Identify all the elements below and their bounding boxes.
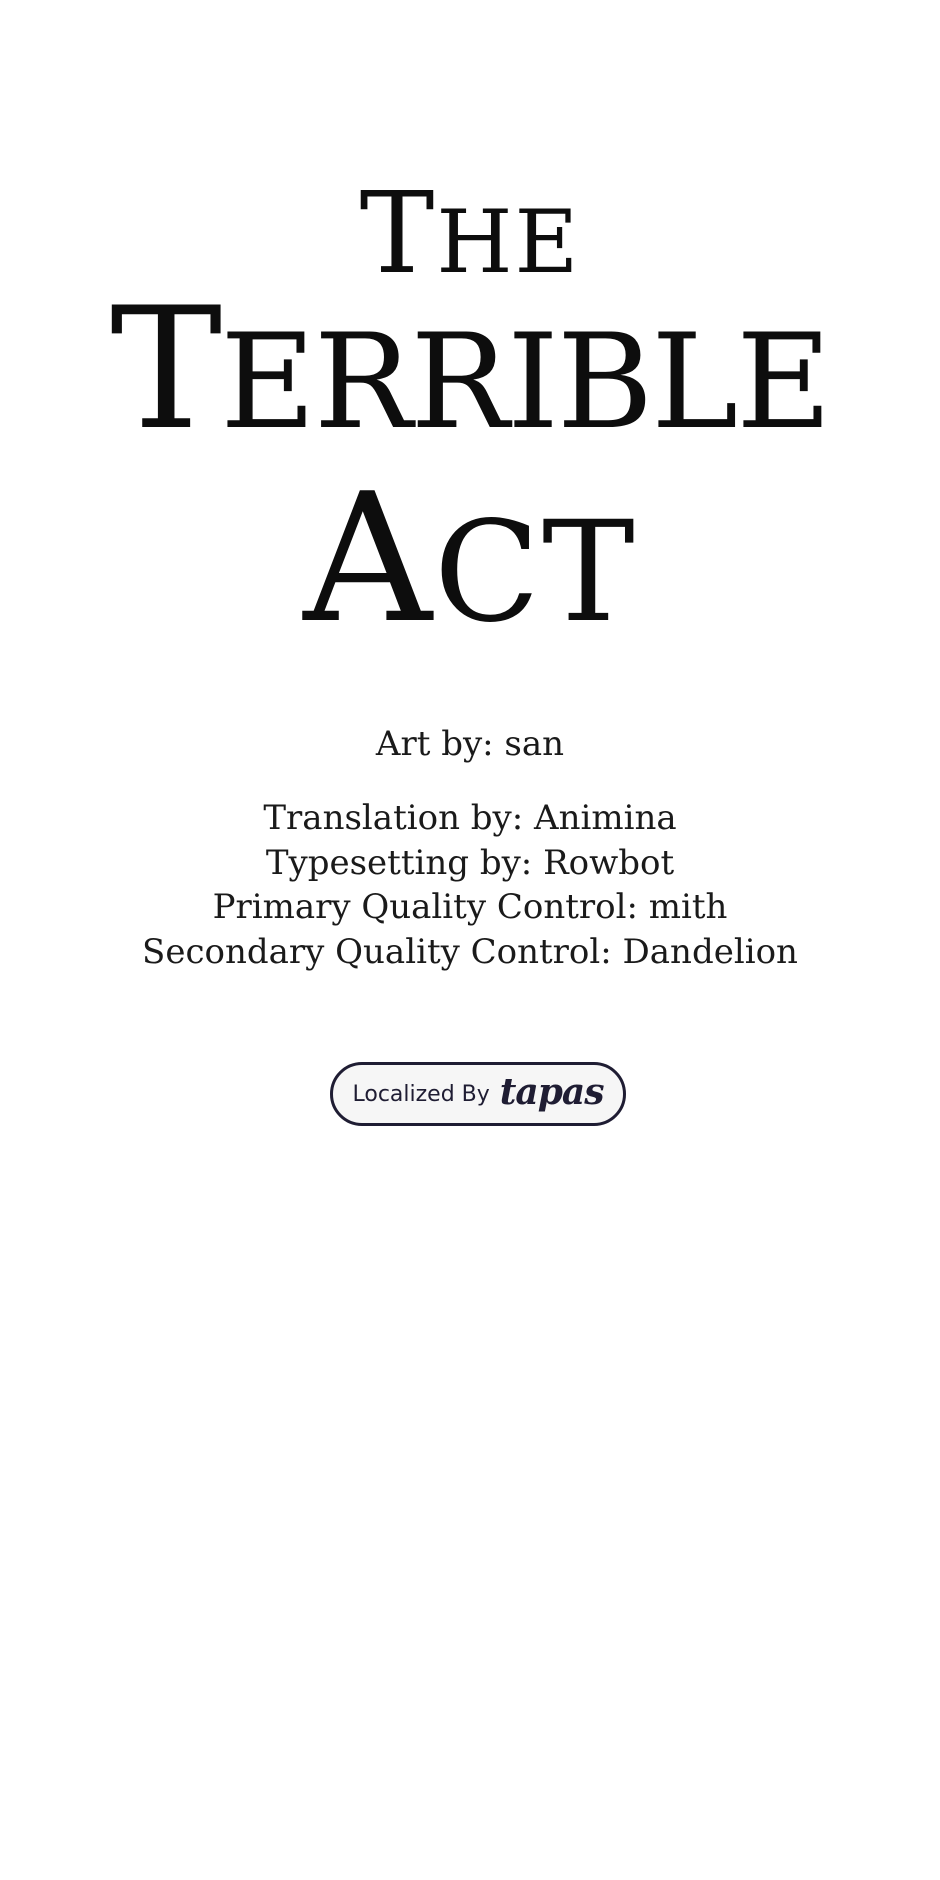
title-initial: T bbox=[359, 169, 437, 299]
title-line-terrible bbox=[0, 271, 940, 467]
primary-qc-credit: Primary Quality Control: mith bbox=[212, 887, 728, 927]
typesetting-credit: Typesetting by: Rowbot bbox=[265, 842, 675, 883]
localized-by-label: Localized By bbox=[352, 1081, 490, 1107]
title-rest: HE bbox=[436, 191, 581, 293]
title-rest: ERRIBLE bbox=[220, 305, 830, 458]
title-line-act bbox=[0, 455, 940, 662]
series-title bbox=[0, 0, 940, 660]
secondary-qc-credit: Secondary Quality Control: Dandelion bbox=[142, 931, 798, 972]
staff-credits bbox=[0, 796, 940, 974]
translation-credit: Translation by: Animina bbox=[263, 798, 677, 838]
tapas-logo: tapas bbox=[499, 1071, 604, 1113]
title-initial: T bbox=[110, 271, 221, 467]
art-credit: Art by: san bbox=[375, 724, 565, 764]
title-initial: A bbox=[303, 455, 434, 662]
localized-by-badge bbox=[330, 1062, 626, 1126]
title-rest: CT bbox=[433, 491, 637, 653]
